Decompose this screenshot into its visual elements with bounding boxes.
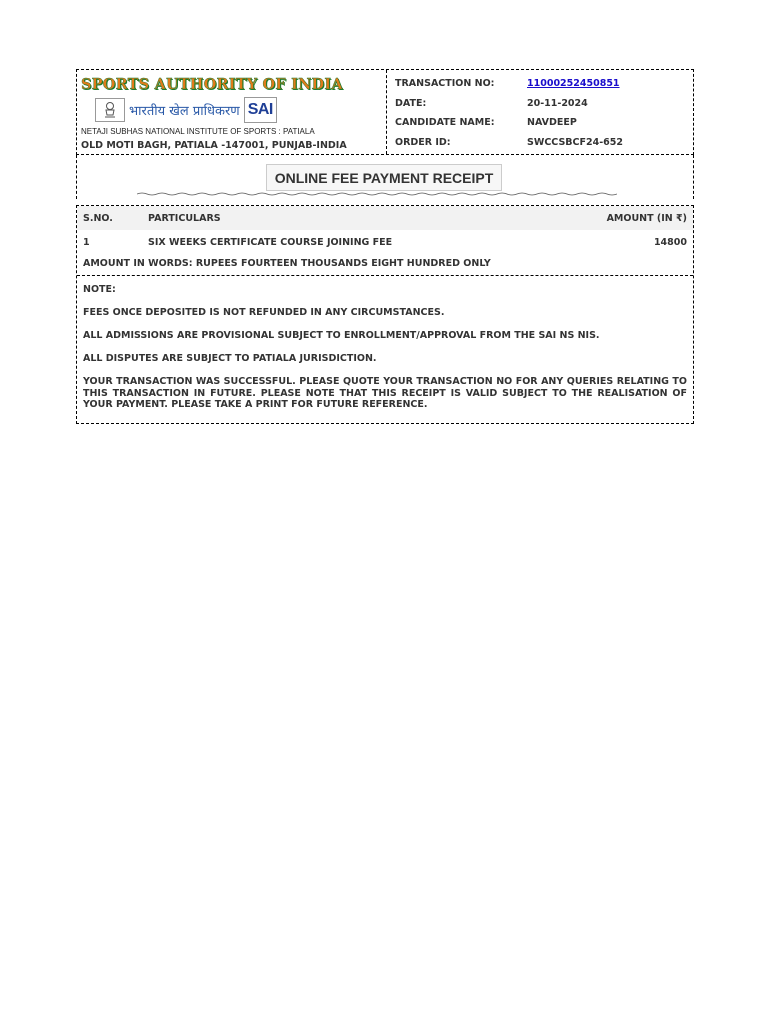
institute-address: OLD MOTI BAGH, PATIALA -147001, PUNJAB-INDIA [81, 140, 347, 151]
org-logo [95, 97, 386, 123]
amount-in-words: AMOUNT IN WORDS: RUPEES FOURTEEN THOUSANDS EIGHT HUNDRED ONLY [83, 258, 491, 269]
receipt-title: ONLINE FEE PAYMENT RECEIPT [266, 164, 502, 191]
date-label: DATE: [395, 97, 427, 109]
row-amount: 14800 [653, 236, 687, 248]
candidate-value: NAVDEEP [527, 117, 577, 129]
org-block [77, 70, 387, 154]
note-admissions: ALL ADMISSIONS ARE PROVISIONAL SUBJECT TO ENROLLMENT/APPROVAL FROM THE SAI NS NIS. [83, 330, 600, 341]
receipt-header [76, 69, 694, 155]
wavy-divider [137, 192, 617, 196]
order-row [395, 133, 693, 153]
institute-name: NETAJI SUBHAS NATIONAL INSTITUTE OF SPORTS : PATIALA [81, 127, 315, 136]
transaction-row [395, 74, 693, 94]
org-title: SPORTS AUTHORITY OF INDIA [81, 76, 343, 93]
amount-header: AMOUNT (IN ₹) [606, 212, 687, 224]
date-row [395, 94, 693, 114]
transaction-info [387, 70, 693, 154]
title-strip [76, 155, 694, 199]
national-emblem-icon [95, 98, 125, 122]
transaction-number-link[interactable]: 11000252450851 [527, 78, 620, 90]
sno-header: S.NO. [83, 212, 113, 224]
fee-table [76, 205, 694, 424]
fee-receipt [76, 69, 694, 424]
table-row [77, 230, 693, 254]
transaction-label: TRANSACTION NO: [395, 78, 495, 90]
notes-section [77, 275, 693, 423]
sai-logo: SAI [244, 97, 277, 123]
note-transaction-info: YOUR TRANSACTION WAS SUCCESSFUL. PLEASE QUOTE YOUR TRANSACTION NO FOR ANY QUERIES RELATING TO THIS TRANSACTION IN FUTURE. PLEASE NOTE THAT THIS RECEIPT IS VALID SUBJECT TO THE REALISATION OF YOUR PAYMENT. PLEASE TAKE A PRINT FOR FUTURE REFERENCE. [83, 376, 687, 410]
table-header [77, 206, 693, 230]
note-jurisdiction: ALL DISPUTES ARE SUBJECT TO PATIALA JURISDICTION. [83, 353, 377, 364]
hindi-org-name: भारतीय खेल प्राधिकरण [129, 104, 240, 119]
notes-heading: NOTE: [83, 284, 116, 295]
date-value: 20-11-2024 [527, 97, 588, 109]
note-refund: FEES ONCE DEPOSITED IS NOT REFUNDED IN ANY CIRCUMSTANCES. [83, 307, 445, 318]
particulars-header: PARTICULARS [148, 212, 221, 224]
row-particulars: SIX WEEKS CERTIFICATE COURSE JOINING FEE [148, 236, 393, 248]
order-label: ORDER ID: [395, 136, 451, 148]
order-id-value: SWCCSBCF24-652 [527, 136, 623, 148]
candidate-row [395, 113, 693, 133]
row-sno: 1 [83, 236, 90, 248]
candidate-label: CANDIDATE NAME: [395, 117, 495, 129]
